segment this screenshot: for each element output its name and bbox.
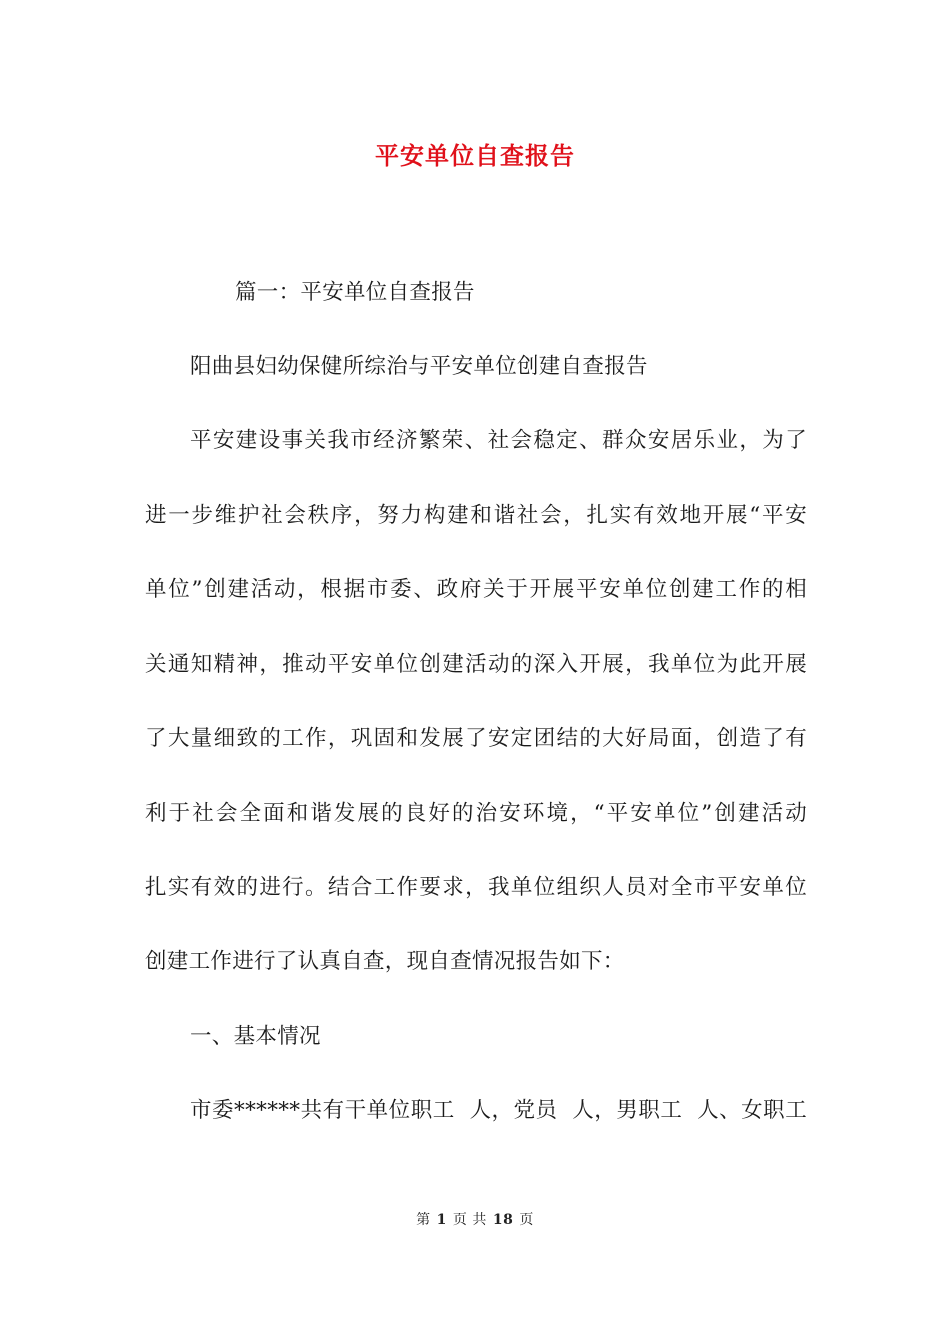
paragraph-line-8: 创建工作进行了认真自查，现自查情况报告如下：: [145, 949, 625, 974]
section-first-line: 市委******共有干单位职工 人，党员 人，男职工 人、女职工: [190, 1098, 807, 1123]
footer-page-number: 1: [436, 1212, 447, 1228]
paragraph-line-7: 扎实有效的进行。结合工作要求，我单位组织人员对全市平安单位: [145, 875, 807, 900]
page-footer: [0, 1209, 950, 1229]
paragraph-line-4: 关通知精神，推动平安单位创建活动的深入开展，我单位为此开展: [145, 652, 807, 677]
section-heading: 一、基本情况: [190, 1024, 321, 1049]
footer-suffix: 页: [519, 1212, 534, 1228]
paragraph-line-3: 单位”创建活动，根据市委、政府关于开展平安单位创建工作的相: [145, 577, 807, 602]
footer-middle: 页 共: [452, 1212, 487, 1228]
footer-total-pages: 18: [492, 1212, 514, 1228]
footer-prefix: 第: [416, 1212, 431, 1228]
document-title: 平安单位自查报告: [375, 141, 575, 170]
subtitle: 篇一：平安单位自查报告: [235, 280, 475, 305]
paragraph-line-5: 了大量细致的工作，巩固和发展了安定团结的大好局面，创造了有: [145, 726, 807, 751]
paragraph-line-6: 利于社会全面和谐发展的良好的治安环境，“平安单位”创建活动: [145, 801, 807, 826]
paragraph-line-1: 平安建设事关我市经济繁荣、社会稳定、群众安居乐业，为了: [190, 428, 807, 453]
paragraph-line-2: 进一步维护社会秩序，努力构建和谐社会，扎实有效地开展“平安: [145, 503, 807, 528]
report-heading: 阳曲县妇幼保健所综治与平安单位创建自查报告: [190, 354, 648, 379]
